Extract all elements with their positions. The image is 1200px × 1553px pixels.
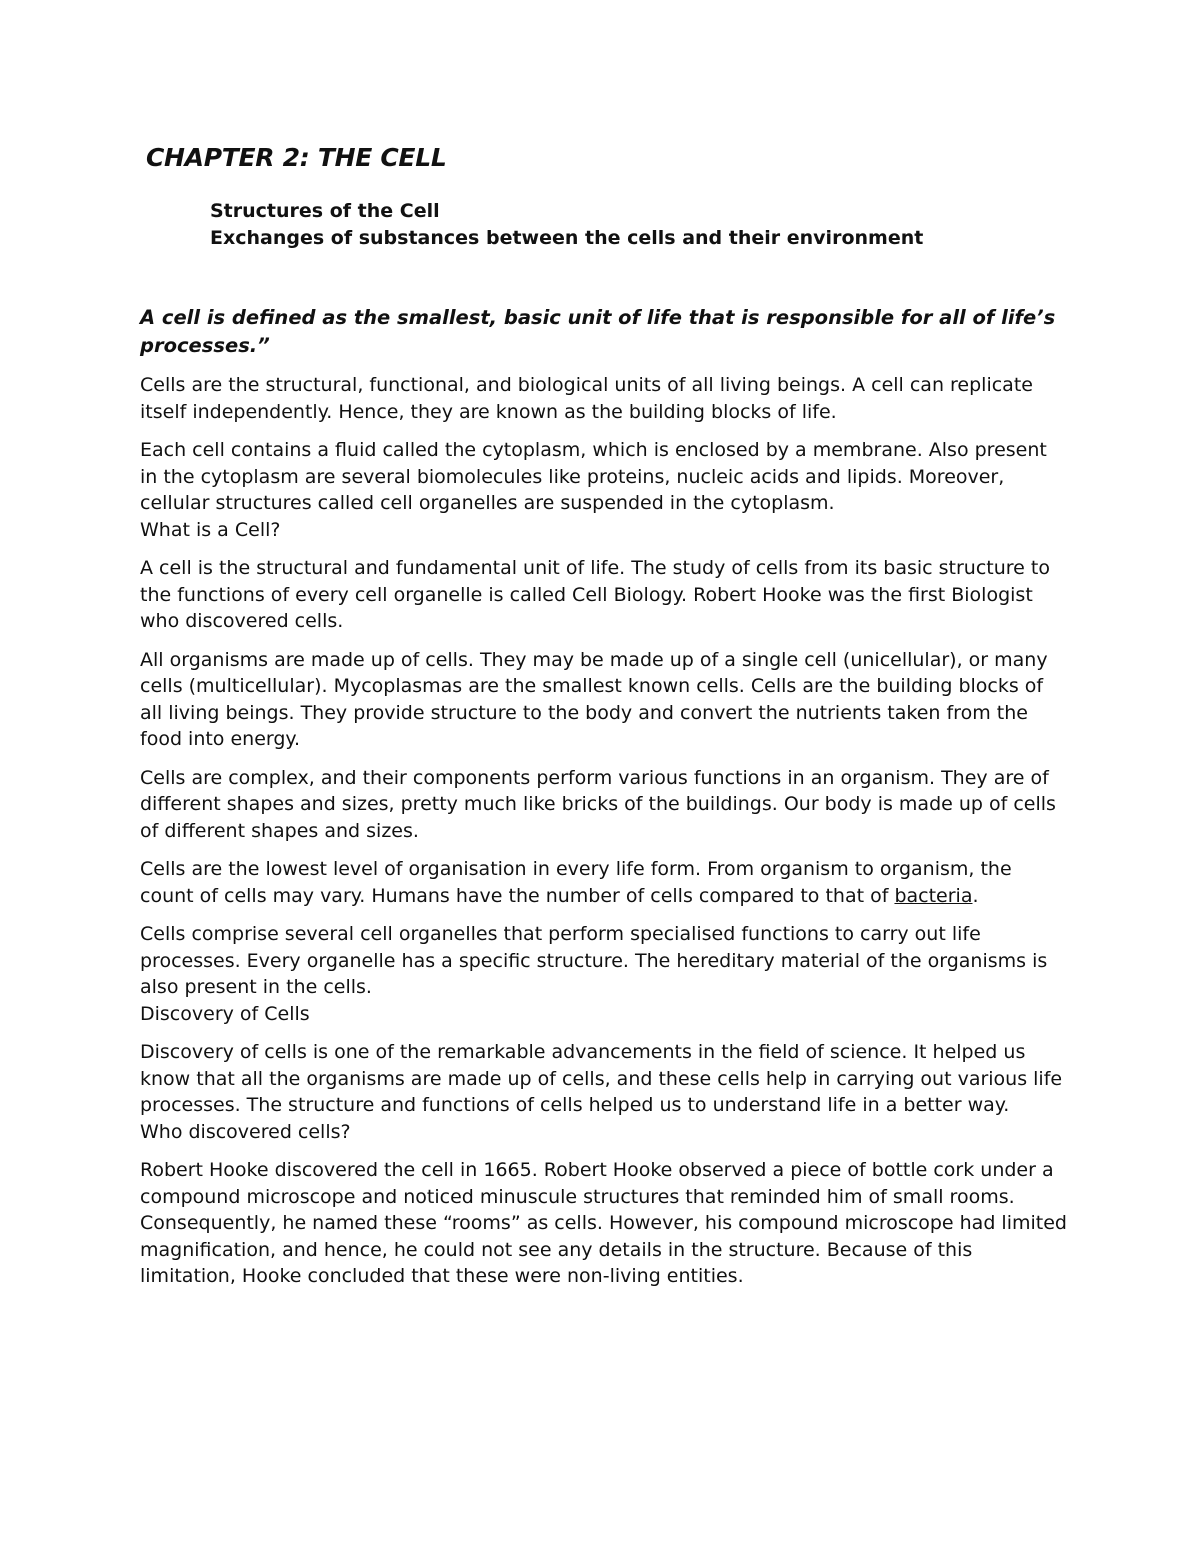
paragraph	[140, 856, 1070, 909]
paragraph: All organisms are made up of cells. They may be made up of a single cell (unicellular), or many cells (multicellular). Mycoplasmas are the smallest known cells. Cells are the building blocks of all living beings. They provide structure to the body and convert the nutrients taken from the food into energy.	[140, 648, 1048, 750]
chapter-title: CHAPTER 2: THE CELL	[146, 143, 447, 172]
paragraph: Discovery of cells is one of the remarkable advancements in the field of science. It helped us know that all the organisms are made up of cells, and these cells help in carrying out various life processes. The structure and functions of cells helped us to understand life in a better way.	[140, 1041, 1063, 1116]
paragraph: Cells comprise several cell organelles that perform specialised functions to carry out life processes. Every organelle has a specific structure. The hereditary material of the organisms is also present in the cells.	[140, 923, 1048, 998]
cell-definition: A cell is defined as the smallest, basic unit of life that is responsible for all of life’s processes.”	[140, 306, 1056, 357]
document-body	[140, 140, 1070, 1290]
section-heading-who-discovered-cells: Who discovered cells?	[140, 1120, 351, 1143]
section-heading-what-is-a-cell: What is a Cell?	[140, 518, 281, 541]
paragraph-text: .	[972, 884, 979, 907]
paragraph: A cell is the structural and fundamental unit of life. The study of cells from its basic structure to the functions of every cell organelle is called Cell Biology. Robert Hooke was the first Biologist who discovered cells.	[140, 557, 1050, 632]
paragraph: Cells are the structural, functional, and biological units of all living beings. A cell can replicate itself independently. Hence, they are known as the building blocks of life.	[140, 374, 1033, 423]
paragraph-text: Cells are the lowest level of organisation in every life form. From organism to organism, the count of cells may vary. Humans have the number of cells compared to that of	[140, 858, 1012, 907]
subtopic-list	[210, 198, 1070, 252]
paragraph: Robert Hooke discovered the cell in 1665. Robert Hooke observed a piece of bottle cork under a compound microscope and noticed minuscule structures that reminded him of small rooms. Consequently, he named these “rooms” as cells. However, his compound microscope had limited magnification, and hence, he could not see any details in the structure. Because of this limitation, Hooke concluded that these were non-living entities.	[140, 1159, 1067, 1287]
section-heading-discovery-of-cells: Discovery of Cells	[140, 1002, 310, 1025]
subtopic-item: Structures of the Cell	[210, 200, 440, 222]
paragraph: Cells are complex, and their components perform various functions in an organism. They are of different shapes and sizes, pretty much like bricks of the buildings. Our body is made up of cells of different shapes and sizes.	[140, 766, 1056, 842]
paragraph: Each cell contains a fluid called the cytoplasm, which is enclosed by a membrane. Also present in the cytoplasm are several biomolecules like proteins, nucleic acids and lipids. Moreover, cellular structures called cell organelles are suspended in the cytoplasm.	[140, 439, 1047, 514]
bacteria-link[interactable]: bacteria	[894, 884, 973, 907]
subtopic-item: Exchanges of substances between the cells and their environment	[210, 227, 924, 249]
